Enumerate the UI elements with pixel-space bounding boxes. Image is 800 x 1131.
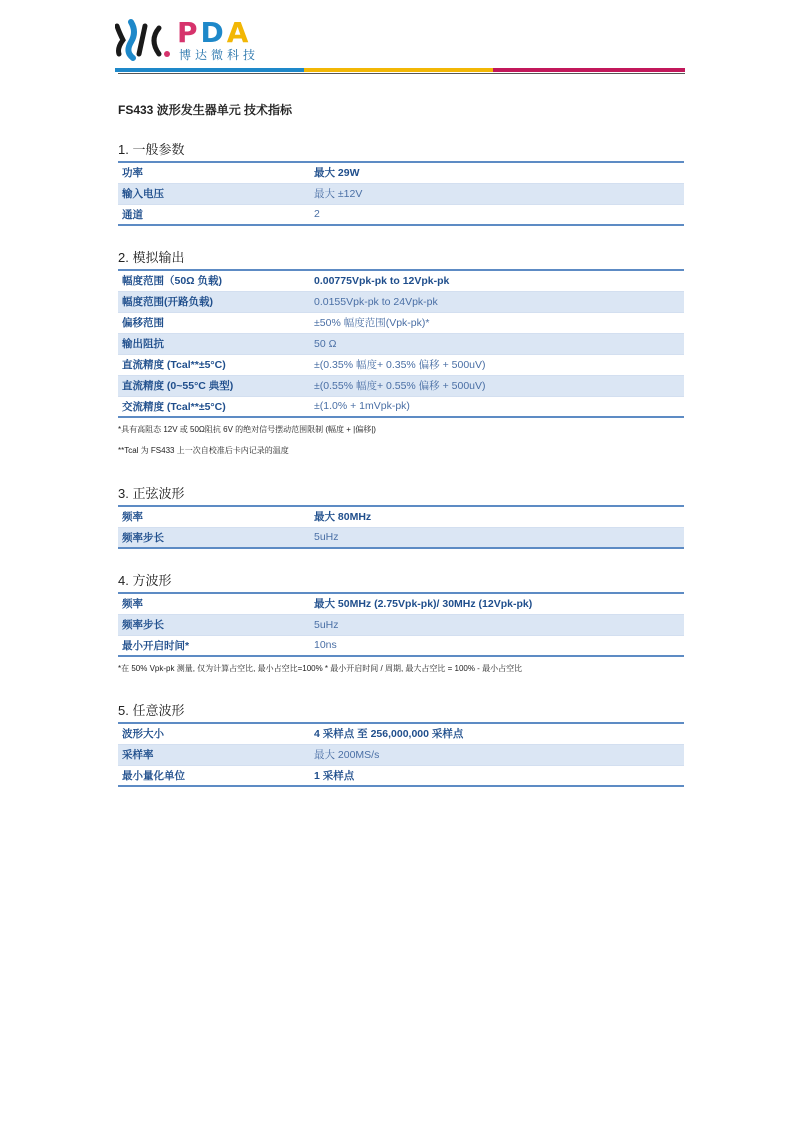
section-analog-output	[118, 249, 684, 456]
table-row	[118, 270, 684, 291]
spec-key: 直流精度 (Tcal**±5°C)	[118, 354, 310, 375]
spec-value: 5uHz	[310, 527, 684, 548]
section-title: 3. 正弦波形	[118, 486, 185, 501]
section-arbitrary-wave	[118, 702, 684, 787]
table-row	[118, 204, 684, 225]
spec-value: ±(1.0% + 1mVpk-pk)	[310, 396, 684, 417]
spec-table	[118, 505, 684, 549]
table-row	[118, 333, 684, 354]
table-row	[118, 291, 684, 312]
spec-value: 5uHz	[310, 614, 684, 635]
spec-value: 最大 29W	[310, 162, 684, 183]
logo-mark-icon	[115, 18, 175, 62]
table-row	[118, 506, 684, 527]
header-color-bar	[115, 68, 685, 72]
spec-key: 最小量化单位	[118, 765, 310, 786]
spec-table	[118, 269, 684, 418]
spec-key: 交流精度 (Tcal**±5°C)	[118, 396, 310, 417]
spec-value: 最大 80MHz	[310, 506, 684, 527]
logo-wordmark	[177, 16, 251, 49]
table-row	[118, 312, 684, 333]
spec-key: 频率步长	[118, 614, 310, 635]
document-title: FS433 波形发生器单元 技术指标	[118, 103, 293, 117]
section-square-wave	[118, 572, 684, 674]
spec-key: 幅度范围（50Ω 负载)	[118, 270, 310, 291]
section-title: 5. 任意波形	[118, 703, 185, 718]
spec-key: 偏移范围	[118, 312, 310, 333]
footnote: *在 50% Vpk-pk 测量, 仅为计算占空比, 最小占空比=100% * 最小开启时间 / 周期, 最大占空比 = 100% - 最小占空比	[118, 664, 523, 673]
spec-table	[118, 722, 684, 787]
spec-table	[118, 161, 684, 226]
section-sine-wave	[118, 485, 684, 549]
spec-value: 50 Ω	[310, 333, 684, 354]
section-title: 1. 一般参数	[118, 142, 185, 157]
spec-key: 最小开启时间*	[118, 635, 310, 656]
section-general	[118, 141, 684, 226]
spec-key: 频率步长	[118, 527, 310, 548]
spec-key: 功率	[118, 162, 310, 183]
table-row	[118, 375, 684, 396]
spec-value: 最大 200MS/s	[310, 744, 684, 765]
spec-key: 波形大小	[118, 723, 310, 744]
spec-table	[118, 592, 684, 657]
spec-key: 频率	[118, 593, 310, 614]
spec-key: 幅度范围(开路负载)	[118, 291, 310, 312]
spec-key: 通道	[118, 204, 310, 225]
spec-value: 4 采样点 至 256,000,000 采样点	[310, 723, 684, 744]
logo-letter: A	[226, 16, 252, 49]
table-row	[118, 614, 684, 635]
bar-segment-yellow	[304, 68, 493, 72]
table-row	[118, 162, 684, 183]
table-row	[118, 635, 684, 656]
spec-key: 输入电压	[118, 183, 310, 204]
spec-value: 10ns	[310, 635, 684, 656]
spec-value: 1 采样点	[310, 765, 684, 786]
spec-key: 频率	[118, 506, 310, 527]
table-row	[118, 744, 684, 765]
logo-subtitle: 博达微科技	[179, 48, 260, 62]
logo-letter: D	[200, 16, 227, 49]
table-row	[118, 183, 684, 204]
spec-value: ±(0.35% 幅度+ 0.35% 偏移 + 500uV)	[310, 354, 684, 375]
table-row	[118, 765, 684, 786]
table-row	[118, 593, 684, 614]
logo-letter: P	[177, 16, 201, 49]
header-divider	[118, 73, 685, 74]
spec-value: ±50% 幅度范围(Vpk-pk)*	[310, 312, 684, 333]
spec-value: 最大 ±12V	[310, 183, 684, 204]
spec-key: 直流精度 (0~55°C 典型)	[118, 375, 310, 396]
spec-key: 采样率	[118, 744, 310, 765]
spec-value: ±(0.55% 幅度+ 0.55% 偏移 + 500uV)	[310, 375, 684, 396]
spec-value: 最大 50MHz (2.75Vpk-pk)/ 30MHz (12Vpk-pk)	[310, 593, 684, 614]
section-title: 2. 模拟输出	[118, 250, 185, 265]
table-row	[118, 723, 684, 744]
table-row	[118, 354, 684, 375]
footnote: *具有高阻态 12V 或 50Ω阻抗 6V 的绝对信号摆动范围限制 (幅度 + |偏移|)	[118, 425, 376, 434]
spec-value: 2	[310, 204, 684, 225]
section-title: 4. 方波形	[118, 573, 172, 588]
bar-segment-magenta	[493, 68, 685, 72]
spec-value: 0.0155Vpk-pk to 24Vpk-pk	[310, 291, 684, 312]
bar-segment-blue	[115, 68, 304, 72]
table-row	[118, 396, 684, 417]
footnote: **Tcal 为 FS433 上一次自校准后卡内记录的温度	[118, 446, 289, 455]
spec-value: 0.00775Vpk-pk to 12Vpk-pk	[310, 270, 684, 291]
spec-key: 输出阻抗	[118, 333, 310, 354]
table-row	[118, 527, 684, 548]
